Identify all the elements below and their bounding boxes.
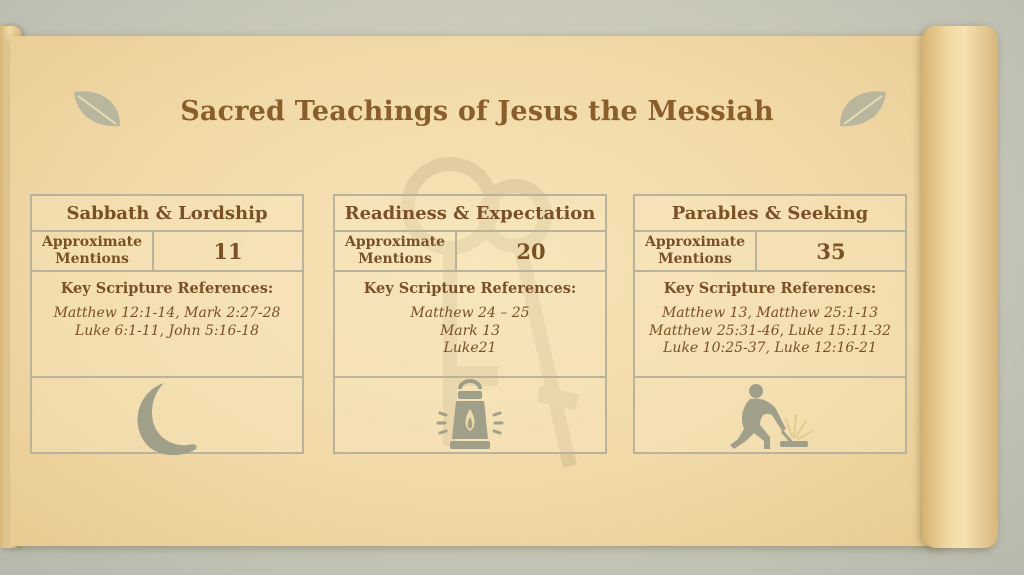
references-heading: Key Scripture References: — [363, 280, 577, 297]
crescent-moon-icon — [122, 379, 212, 459]
card-stats-row — [635, 232, 905, 272]
mentions-value: 35 — [816, 238, 846, 264]
reference-line: Luke 6:1-11, John 5:16-18 — [74, 322, 260, 339]
references-heading: Key Scripture References: — [663, 280, 877, 297]
teaching-card-parables — [633, 194, 907, 454]
teaching-card-readiness — [333, 194, 607, 454]
reference-line: Mark 13 — [439, 322, 501, 339]
scripture-references — [635, 280, 905, 378]
mentions-value: 20 — [516, 238, 546, 264]
mentions-label — [335, 232, 457, 270]
references-heading: Key Scripture References: — [60, 280, 274, 297]
card-heading: Parables & Seeking — [635, 196, 905, 232]
oil-lantern-icon — [430, 379, 510, 459]
reference-line: Luke21 — [443, 340, 497, 356]
reference-line: Matthew 13, Matthew 25:1-13 — [661, 305, 879, 321]
card-stats-row — [335, 232, 605, 272]
kneeling-digger-icon — [720, 379, 820, 459]
mentions-label — [32, 232, 154, 270]
reference-line: Matthew 24 – 25 — [410, 305, 530, 321]
mentions-label-line2: Mentions — [658, 251, 732, 267]
mentions-label-line1: Approximate — [41, 234, 143, 250]
reference-line: Matthew 25:31-46, Luke 15:11-32 — [649, 322, 891, 339]
parchment-background — [10, 36, 944, 546]
card-stats-row — [32, 232, 302, 272]
scripture-references — [335, 280, 605, 378]
reference-line: Matthew 12:1-14, Mark 2:27-28 — [53, 305, 281, 321]
mentions-value: 11 — [213, 238, 243, 264]
mentions-label — [635, 232, 757, 270]
page-title: Sacred Teachings of Jesus the Messiah — [180, 96, 774, 127]
mentions-label-line1: Approximate — [344, 234, 446, 250]
mentions-label-line1: Approximate — [644, 234, 746, 250]
mentions-label-line2: Mentions — [358, 251, 432, 267]
mentions-label-line2: Mentions — [55, 251, 129, 267]
card-heading: Readiness & Expectation — [335, 196, 605, 232]
scroll-right-roll — [922, 26, 998, 548]
reference-line: Luke 10:25-37, Luke 12:16-21 — [663, 340, 877, 356]
card-heading: Sabbath & Lordship — [32, 196, 302, 232]
teaching-card-sabbath — [30, 194, 304, 454]
card-icon-area — [635, 378, 905, 460]
card-icon-area — [32, 378, 302, 460]
scripture-references — [32, 280, 302, 378]
card-icon-area — [335, 378, 605, 460]
